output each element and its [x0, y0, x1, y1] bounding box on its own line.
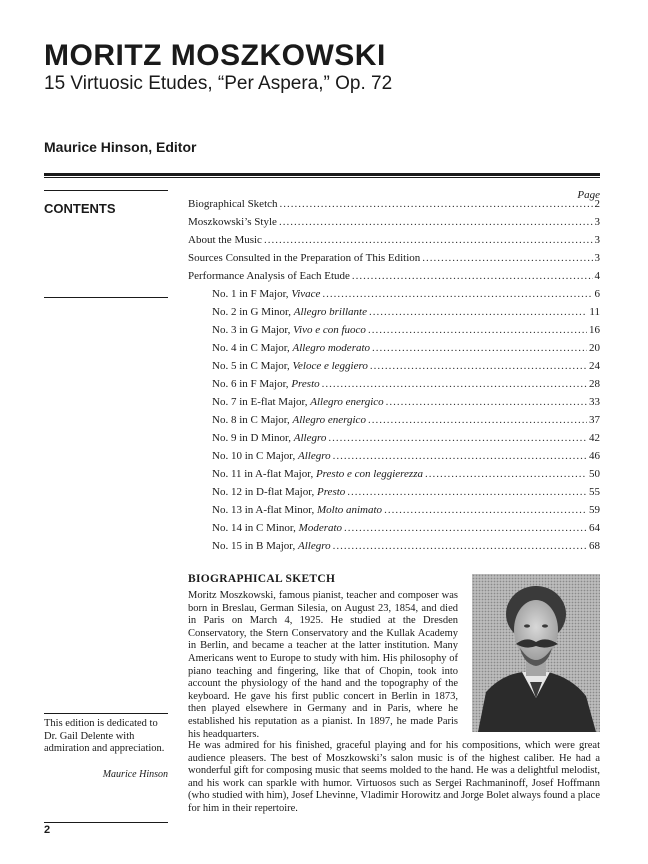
footer-rule — [44, 822, 168, 823]
toc-entry-label: No. 14 in C Minor, — [212, 522, 299, 534]
toc-entry-tempo: Presto — [291, 378, 320, 390]
dedication-rule — [44, 713, 168, 714]
toc-entry-tempo: Allegro — [298, 540, 331, 552]
toc-entry-label: No. 7 in E-flat Major, — [212, 396, 311, 408]
toc-entry-tempo: Moderato — [298, 522, 343, 534]
toc-entry-title — [212, 432, 326, 444]
toc-entry-title — [212, 342, 370, 354]
toc-entry-title — [188, 252, 420, 264]
toc-entry-tempo: Allegro — [293, 432, 327, 444]
toc-entry — [188, 360, 600, 378]
toc-entry-title — [188, 198, 278, 210]
toc-entry-label: No. 6 in F Major, — [212, 378, 292, 390]
toc-dot-leader — [322, 288, 592, 300]
toc-entry-tempo: Veloce e leggiero — [292, 360, 368, 372]
toc-dot-leader — [386, 396, 587, 408]
toc-entry — [188, 306, 600, 324]
toc-dot-leader — [279, 216, 593, 228]
toc-entry-tempo: Allegro — [298, 450, 331, 462]
toc-entry-tempo: Presto — [316, 486, 346, 498]
toc-dot-leader — [368, 414, 587, 426]
toc-entry — [188, 450, 600, 468]
toc-entry-title — [212, 378, 320, 390]
toc-entry-tempo: Molto animato — [316, 504, 383, 516]
toc-entry-title — [212, 360, 368, 372]
toc-entry — [188, 324, 600, 342]
toc-entry-title — [212, 504, 382, 516]
toc-entry-page: 50 — [589, 468, 600, 480]
toc-entry-tempo: Allegro moderato — [292, 342, 371, 354]
composer-name: MORITZ MOSZKOWSKI — [44, 39, 386, 72]
toc-entry-title — [212, 486, 345, 498]
toc-entry-label: No. 5 in C Major, — [212, 360, 293, 372]
toc-entry-page: 11 — [589, 306, 600, 318]
toc-dot-leader — [422, 252, 592, 264]
toc-entry-label: Performance Analysis of Each Etude — [188, 270, 350, 282]
toc-entry-label: No. 8 in C Major, — [212, 414, 293, 426]
toc-dot-leader — [328, 432, 587, 444]
toc-dot-leader — [264, 234, 593, 246]
toc-entry — [188, 396, 600, 414]
toc-entry-page: 20 — [589, 342, 600, 354]
toc-entry-title — [188, 216, 277, 228]
toc-entry — [188, 468, 600, 486]
toc-entry-label: About the Music — [188, 234, 262, 246]
toc-entry — [188, 378, 600, 396]
biography-paragraph-2: He was admired for his finished, graceful playing and for his compositions, which were great audience pleasers. The best of Moszkowski’s salon music is of the highest caliber. He had a wonderful gift for composing music that seems molded to the hand. He was a delightful melodist, and his work can sparkle with humor. Virtuosos such as Sergei Rachmaninoff, Josef Hoffmann (who studied with him), Josef Lhevinne, Vladimir Horowitz and Jorge Bolet always found a place for him in their repertoire. — [188, 740, 600, 814]
table-of-contents — [188, 198, 600, 558]
work-title: 15 Virtuosic Etudes, “Per Aspera,” Op. 72 — [44, 73, 393, 94]
contents-rule-bottom — [44, 297, 168, 298]
toc-entry-title — [188, 270, 350, 282]
toc-entry — [188, 432, 600, 450]
toc-entry — [188, 198, 600, 216]
composer-portrait — [472, 574, 600, 732]
toc-entry-tempo: Allegro brillante — [293, 306, 367, 318]
toc-entry-page: 33 — [589, 396, 600, 408]
toc-dot-leader — [372, 342, 587, 354]
toc-entry — [188, 486, 600, 504]
toc-entry-label: No. 3 in G Major, — [212, 324, 294, 336]
toc-entry-title — [212, 522, 342, 534]
toc-entry-page: 28 — [589, 378, 600, 390]
toc-dot-leader — [322, 378, 587, 390]
toc-entry — [188, 504, 600, 522]
toc-entry-page: 55 — [589, 486, 600, 498]
toc-entry-tempo: Allegro energico — [292, 414, 366, 426]
toc-dot-leader — [369, 306, 587, 318]
toc-entry-label: No. 13 in A-flat Minor, — [212, 504, 317, 516]
toc-entry — [188, 414, 600, 432]
toc-entry-label: No. 9 in D Minor, — [212, 432, 294, 444]
toc-entry-label: No. 12 in D-flat Major, — [212, 486, 317, 498]
toc-dot-leader — [370, 360, 587, 372]
toc-entry-page: 59 — [589, 504, 600, 516]
toc-dot-leader — [368, 324, 587, 336]
toc-entry — [188, 522, 600, 540]
toc-entry — [188, 540, 600, 558]
toc-entry-title — [188, 234, 262, 246]
toc-entry-page: 3 — [594, 252, 600, 264]
toc-entry-label: Sources Consulted in the Preparation of This Edition — [188, 252, 421, 264]
toc-entry-tempo: Presto e con leggierezza — [315, 468, 423, 480]
toc-dot-leader — [333, 450, 587, 462]
toc-entry-label: Moszkowski’s Style — [188, 216, 277, 228]
biography-heading: BIOGRAPHICAL SKETCH — [188, 573, 336, 585]
toc-entry-page: 68 — [589, 540, 600, 552]
contents-rule-top — [44, 190, 168, 191]
toc-entry-page: 16 — [589, 324, 600, 336]
toc-dot-leader — [280, 198, 593, 210]
toc-entry — [188, 234, 600, 252]
toc-entry-page: 3 — [594, 234, 600, 246]
toc-entry — [188, 342, 600, 360]
toc-dot-leader — [347, 486, 587, 498]
toc-entry-tempo: Allegro energico — [310, 396, 384, 408]
toc-entry-page: 4 — [594, 270, 600, 282]
toc-entry-title — [212, 450, 331, 462]
toc-entry-title — [212, 540, 331, 552]
toc-dot-leader — [384, 504, 587, 516]
toc-entry-page: 24 — [589, 360, 600, 372]
toc-entry-page: 6 — [594, 288, 600, 300]
toc-entry-page: 64 — [589, 522, 600, 534]
toc-entry-label: Biographical Sketch — [188, 198, 278, 210]
toc-entry-label: No. 1 in F Major, — [212, 288, 292, 300]
toc-entry-title — [212, 468, 423, 480]
toc-entry-label: No. 4 in C Major, — [212, 342, 293, 354]
toc-entry-label: No. 2 in G Minor, — [212, 306, 294, 318]
toc-entry — [188, 270, 600, 288]
toc-entry-title — [212, 396, 384, 408]
biography-paragraph-1: Moritz Moszkowski, famous pianist, teacher and composer was born in Breslau, German Silesia, on August 23, 1854, and died in Paris on March 4, 1925. He studied at the Dresden Conservatory, the Stern Conservatory and the Kullak Academy in Berlin, and became a teacher at the latter institution. Many Americans went to Europe to study with him. His philosophy of piano teaching and fingering, like that of Chopin, took into account the physiology of the hand and the topography of the keyboard. He gave his first public concert in Berlin in 1873, then played elsewhere in Germany and in Paris, where he established his reputation as a pianist. In 1897, he made Paris his headquarters. — [188, 590, 458, 740]
toc-entry-label: No. 10 in C Major, — [212, 450, 299, 462]
toc-entry-label: No. 11 in A-flat Major, — [212, 468, 316, 480]
top-rule-thick — [44, 173, 600, 176]
editor-credit: Maurice Hinson, Editor — [44, 139, 197, 155]
toc-entry-title — [212, 306, 367, 318]
toc-entry-page: 37 — [589, 414, 600, 426]
toc-entry — [188, 252, 600, 270]
toc-dot-leader — [344, 522, 587, 534]
top-rule-thin — [44, 177, 600, 178]
toc-entry-page: 46 — [589, 450, 600, 462]
toc-entry-page: 2 — [594, 198, 600, 210]
dedication-signature: Maurice Hinson — [102, 769, 168, 780]
toc-dot-leader — [352, 270, 593, 282]
toc-entry-tempo: Vivo e con fuoco — [293, 324, 366, 336]
page-number: 2 — [44, 824, 51, 836]
toc-entry-tempo: Vivace — [291, 288, 321, 300]
toc-entry-title — [212, 324, 366, 336]
toc-dot-leader — [333, 540, 587, 552]
toc-entry-label: No. 15 in B Major, — [212, 540, 299, 552]
page-column-label: Page — [577, 189, 600, 201]
contents-heading: CONTENTS — [44, 201, 116, 216]
dedication-text: This edition is dedicated to Dr. Gail Delente with admiration and appreciation. — [44, 718, 165, 754]
toc-dot-leader — [425, 468, 587, 480]
toc-entry-page: 42 — [589, 432, 600, 444]
toc-entry — [188, 288, 600, 306]
toc-entry-page: 3 — [594, 216, 600, 228]
toc-entry — [188, 216, 600, 234]
toc-entry-title — [212, 414, 366, 426]
toc-entry-title — [212, 288, 320, 300]
